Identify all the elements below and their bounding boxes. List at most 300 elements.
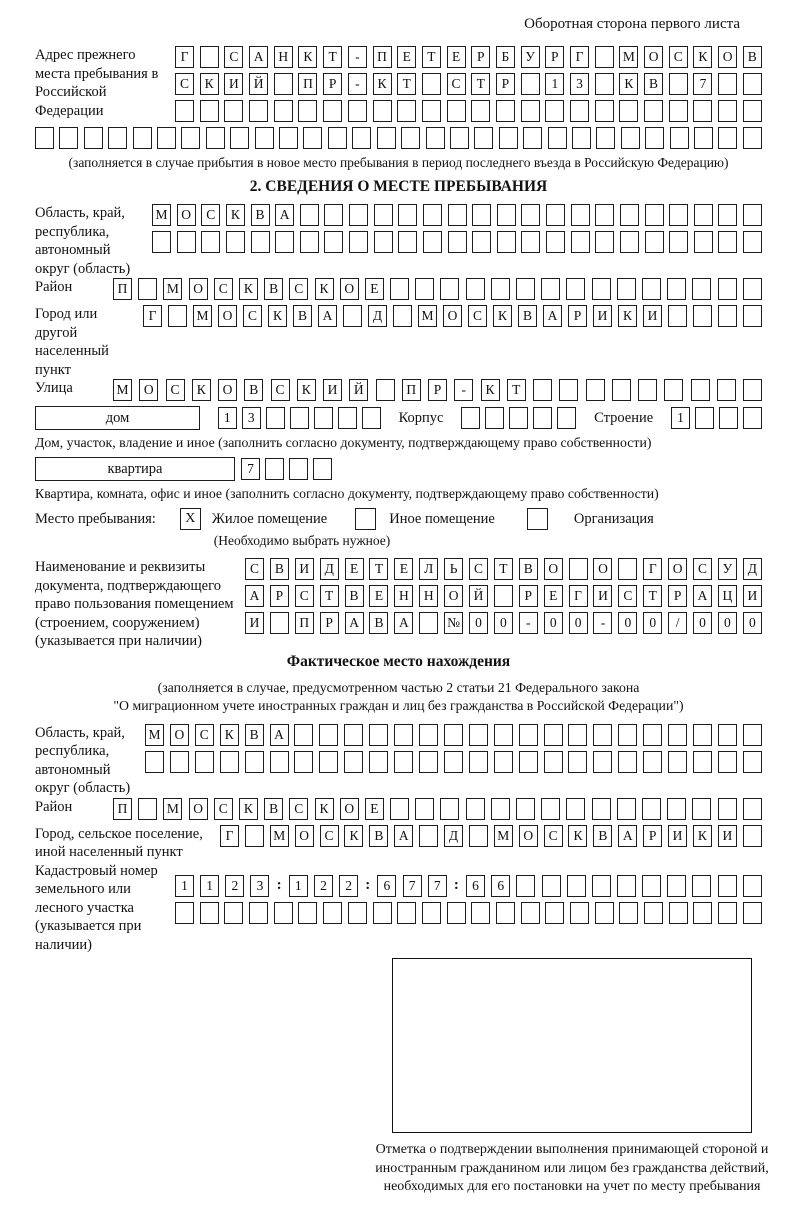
char-cell[interactable]: [566, 278, 585, 300]
char-cell[interactable]: [274, 902, 293, 924]
char-cell[interactable]: [718, 231, 737, 253]
char-cell[interactable]: [743, 902, 762, 924]
char-cell[interactable]: Е: [369, 585, 388, 607]
char-cell[interactable]: [298, 902, 317, 924]
char-cell[interactable]: О: [340, 278, 359, 300]
char-cell[interactable]: А: [394, 612, 413, 634]
char-cell[interactable]: [374, 204, 393, 226]
char-cell[interactable]: [466, 798, 485, 820]
char-cell[interactable]: Р: [428, 379, 447, 401]
char-cell[interactable]: [693, 724, 712, 746]
char-cell[interactable]: [643, 724, 662, 746]
char-cell[interactable]: [743, 100, 762, 122]
char-cell[interactable]: [270, 612, 289, 634]
char-cell[interactable]: [693, 305, 712, 327]
char-cell[interactable]: Т: [507, 379, 526, 401]
char-cell[interactable]: [496, 902, 515, 924]
char-cell[interactable]: Л: [419, 558, 438, 580]
char-cell[interactable]: [516, 875, 535, 897]
char-cell[interactable]: А: [345, 612, 364, 634]
char-cell[interactable]: [669, 73, 688, 95]
char-cell[interactable]: Т: [422, 46, 441, 68]
char-cell[interactable]: [717, 379, 736, 401]
char-cell[interactable]: М: [270, 825, 289, 847]
char-cell[interactable]: [718, 100, 737, 122]
char-cell[interactable]: И: [643, 305, 662, 327]
char-cell[interactable]: [718, 127, 737, 149]
char-cell[interactable]: [494, 751, 513, 773]
char-cell[interactable]: [592, 278, 611, 300]
char-cell[interactable]: [206, 127, 225, 149]
char-cell[interactable]: [290, 407, 309, 429]
char-cell[interactable]: [669, 902, 688, 924]
char-cell[interactable]: [303, 127, 322, 149]
char-cell[interactable]: [319, 751, 338, 773]
char-cell[interactable]: [692, 278, 711, 300]
char-cell[interactable]: [59, 127, 78, 149]
char-cell[interactable]: И: [224, 73, 243, 95]
char-cell[interactable]: П: [298, 73, 317, 95]
char-cell[interactable]: П: [402, 379, 421, 401]
char-cell[interactable]: В: [743, 46, 762, 68]
char-cell[interactable]: [195, 751, 214, 773]
char-cell[interactable]: Р: [320, 612, 339, 634]
char-cell[interactable]: С: [271, 379, 290, 401]
char-cell[interactable]: В: [369, 612, 388, 634]
char-cell[interactable]: [638, 379, 657, 401]
char-cell[interactable]: [533, 379, 552, 401]
char-cell[interactable]: Т: [397, 73, 416, 95]
char-cell[interactable]: К: [315, 278, 334, 300]
char-cell[interactable]: В: [270, 558, 289, 580]
char-cell[interactable]: С: [618, 585, 637, 607]
char-cell[interactable]: [541, 798, 560, 820]
char-cell[interactable]: [668, 751, 687, 773]
char-cell[interactable]: [618, 724, 637, 746]
char-cell[interactable]: В: [644, 73, 663, 95]
char-cell[interactable]: С: [468, 305, 487, 327]
char-cell[interactable]: [546, 204, 565, 226]
char-cell[interactable]: /: [668, 612, 687, 634]
char-cell[interactable]: М: [145, 724, 164, 746]
char-cell[interactable]: [245, 751, 264, 773]
char-cell[interactable]: [743, 127, 762, 149]
char-cell[interactable]: [521, 204, 540, 226]
char-cell[interactable]: [743, 379, 762, 401]
char-cell[interactable]: А: [270, 724, 289, 746]
char-cell[interactable]: [230, 127, 249, 149]
char-cell[interactable]: [718, 73, 737, 95]
char-cell[interactable]: [323, 902, 342, 924]
char-cell[interactable]: [644, 902, 663, 924]
other-premises-checkbox[interactable]: [355, 508, 376, 530]
char-cell[interactable]: С: [243, 305, 262, 327]
char-cell[interactable]: 0: [718, 612, 737, 634]
char-cell[interactable]: [440, 798, 459, 820]
char-cell[interactable]: [294, 751, 313, 773]
char-cell[interactable]: [718, 724, 737, 746]
char-cell[interactable]: [201, 231, 220, 253]
char-cell[interactable]: 0: [743, 612, 762, 634]
char-cell[interactable]: [390, 798, 409, 820]
char-cell[interactable]: О: [444, 585, 463, 607]
char-cell[interactable]: 1: [175, 875, 194, 897]
char-cell[interactable]: [422, 73, 441, 95]
char-cell[interactable]: М: [494, 825, 513, 847]
char-cell[interactable]: [664, 379, 683, 401]
char-cell[interactable]: К: [693, 825, 712, 847]
char-cell[interactable]: [376, 379, 395, 401]
char-cell[interactable]: [568, 724, 587, 746]
char-cell[interactable]: 1: [218, 407, 237, 429]
char-cell[interactable]: [619, 100, 638, 122]
char-cell[interactable]: [377, 127, 396, 149]
char-cell[interactable]: [393, 305, 412, 327]
char-cell[interactable]: [200, 100, 219, 122]
char-cell[interactable]: Н: [419, 585, 438, 607]
char-cell[interactable]: С: [214, 278, 233, 300]
char-cell[interactable]: Д: [368, 305, 387, 327]
char-cell[interactable]: [84, 127, 103, 149]
char-cell[interactable]: [270, 751, 289, 773]
char-cell[interactable]: [743, 724, 762, 746]
char-cell[interactable]: [544, 724, 563, 746]
char-cell[interactable]: С: [245, 558, 264, 580]
char-cell[interactable]: [718, 875, 737, 897]
char-cell[interactable]: А: [245, 585, 264, 607]
char-cell[interactable]: С: [166, 379, 185, 401]
char-cell[interactable]: [145, 751, 164, 773]
char-cell[interactable]: И: [593, 585, 612, 607]
char-cell[interactable]: [667, 798, 686, 820]
char-cell[interactable]: [544, 751, 563, 773]
char-cell[interactable]: [249, 902, 268, 924]
char-cell[interactable]: В: [244, 379, 263, 401]
char-cell[interactable]: Д: [444, 825, 463, 847]
char-cell[interactable]: 0: [494, 612, 513, 634]
char-cell[interactable]: О: [139, 379, 158, 401]
char-cell[interactable]: С: [289, 798, 308, 820]
char-cell[interactable]: [108, 127, 127, 149]
char-cell[interactable]: [415, 278, 434, 300]
char-cell[interactable]: К: [693, 46, 712, 68]
char-cell[interactable]: С: [544, 825, 563, 847]
char-cell[interactable]: [415, 798, 434, 820]
char-cell[interactable]: О: [295, 825, 314, 847]
char-cell[interactable]: [471, 902, 490, 924]
char-cell[interactable]: Р: [496, 73, 515, 95]
char-cell[interactable]: Н: [394, 585, 413, 607]
char-cell[interactable]: К: [481, 379, 500, 401]
char-cell[interactable]: [566, 798, 585, 820]
char-cell[interactable]: И: [295, 558, 314, 580]
char-cell[interactable]: Р: [545, 46, 564, 68]
char-cell[interactable]: [170, 751, 189, 773]
char-cell[interactable]: Т: [494, 558, 513, 580]
char-cell[interactable]: [516, 278, 535, 300]
char-cell[interactable]: [466, 278, 485, 300]
char-cell[interactable]: 0: [618, 612, 637, 634]
char-cell[interactable]: О: [189, 278, 208, 300]
char-cell[interactable]: М: [193, 305, 212, 327]
char-cell[interactable]: [469, 825, 488, 847]
char-cell[interactable]: [447, 100, 466, 122]
char-cell[interactable]: К: [373, 73, 392, 95]
char-cell[interactable]: [595, 100, 614, 122]
char-cell[interactable]: [743, 305, 762, 327]
char-cell[interactable]: [743, 73, 762, 95]
char-cell[interactable]: [521, 73, 540, 95]
char-cell[interactable]: [324, 231, 343, 253]
char-cell[interactable]: К: [315, 798, 334, 820]
char-cell[interactable]: [275, 231, 294, 253]
char-cell[interactable]: А: [693, 585, 712, 607]
char-cell[interactable]: [266, 407, 285, 429]
char-cell[interactable]: [667, 278, 686, 300]
char-cell[interactable]: [362, 407, 381, 429]
char-cell[interactable]: [338, 407, 357, 429]
char-cell[interactable]: И: [743, 585, 762, 607]
char-cell[interactable]: [593, 751, 612, 773]
char-cell[interactable]: Д: [320, 558, 339, 580]
char-cell[interactable]: А: [618, 825, 637, 847]
char-cell[interactable]: [298, 100, 317, 122]
char-cell[interactable]: [645, 204, 664, 226]
char-cell[interactable]: [557, 407, 576, 429]
char-cell[interactable]: [668, 305, 687, 327]
char-cell[interactable]: Т: [323, 46, 342, 68]
char-cell[interactable]: С: [320, 825, 339, 847]
char-cell[interactable]: [595, 204, 614, 226]
char-cell[interactable]: [743, 875, 762, 897]
char-cell[interactable]: К: [226, 204, 245, 226]
char-cell[interactable]: О: [544, 558, 563, 580]
char-cell[interactable]: К: [268, 305, 287, 327]
char-cell[interactable]: П: [373, 46, 392, 68]
char-cell[interactable]: [612, 379, 631, 401]
char-cell[interactable]: [200, 46, 219, 68]
char-cell[interactable]: [343, 305, 362, 327]
char-cell[interactable]: Т: [369, 558, 388, 580]
char-cell[interactable]: [348, 100, 367, 122]
char-cell[interactable]: [643, 751, 662, 773]
char-cell[interactable]: С: [669, 46, 688, 68]
char-cell[interactable]: В: [264, 798, 283, 820]
char-cell[interactable]: В: [518, 305, 537, 327]
char-cell[interactable]: В: [251, 204, 270, 226]
char-cell[interactable]: [394, 724, 413, 746]
char-cell[interactable]: [444, 724, 463, 746]
char-cell[interactable]: [694, 127, 713, 149]
char-cell[interactable]: [461, 407, 480, 429]
char-cell[interactable]: [621, 127, 640, 149]
char-cell[interactable]: [718, 902, 737, 924]
char-cell[interactable]: [519, 751, 538, 773]
char-cell[interactable]: 6: [491, 875, 510, 897]
char-cell[interactable]: [694, 231, 713, 253]
char-cell[interactable]: Г: [220, 825, 239, 847]
char-cell[interactable]: [592, 798, 611, 820]
char-cell[interactable]: П: [113, 798, 132, 820]
char-cell[interactable]: Р: [519, 585, 538, 607]
char-cell[interactable]: [645, 231, 664, 253]
char-cell[interactable]: [743, 407, 762, 429]
char-cell[interactable]: [344, 751, 363, 773]
char-cell[interactable]: Р: [568, 305, 587, 327]
char-cell[interactable]: [474, 127, 493, 149]
char-cell[interactable]: У: [718, 558, 737, 580]
char-cell[interactable]: 1: [200, 875, 219, 897]
char-cell[interactable]: [592, 875, 611, 897]
char-cell[interactable]: [251, 231, 270, 253]
char-cell[interactable]: [401, 127, 420, 149]
char-cell[interactable]: [177, 231, 196, 253]
char-cell[interactable]: Е: [397, 46, 416, 68]
char-cell[interactable]: [693, 902, 712, 924]
char-cell[interactable]: [344, 724, 363, 746]
char-cell[interactable]: [390, 278, 409, 300]
char-cell[interactable]: С: [469, 558, 488, 580]
char-cell[interactable]: А: [318, 305, 337, 327]
char-cell[interactable]: [596, 127, 615, 149]
char-cell[interactable]: Й: [349, 379, 368, 401]
char-cell[interactable]: [743, 798, 762, 820]
char-cell[interactable]: Г: [569, 585, 588, 607]
char-cell[interactable]: И: [245, 612, 264, 634]
char-cell[interactable]: [394, 751, 413, 773]
char-cell[interactable]: [644, 100, 663, 122]
char-cell[interactable]: [568, 751, 587, 773]
char-cell[interactable]: [181, 127, 200, 149]
char-cell[interactable]: 0: [693, 612, 712, 634]
char-cell[interactable]: [324, 204, 343, 226]
char-cell[interactable]: [313, 458, 332, 480]
char-cell[interactable]: [497, 231, 516, 253]
char-cell[interactable]: И: [593, 305, 612, 327]
char-cell[interactable]: [718, 278, 737, 300]
char-cell[interactable]: [586, 379, 605, 401]
char-cell[interactable]: О: [519, 825, 538, 847]
char-cell[interactable]: [571, 231, 590, 253]
char-cell[interactable]: С: [201, 204, 220, 226]
char-cell[interactable]: М: [152, 204, 171, 226]
char-cell[interactable]: [328, 127, 347, 149]
char-cell[interactable]: [693, 100, 712, 122]
char-cell[interactable]: [567, 875, 586, 897]
char-cell[interactable]: С: [289, 278, 308, 300]
char-cell[interactable]: [138, 798, 157, 820]
char-cell[interactable]: [718, 798, 737, 820]
char-cell[interactable]: К: [192, 379, 211, 401]
char-cell[interactable]: [516, 798, 535, 820]
char-cell[interactable]: [667, 875, 686, 897]
char-cell[interactable]: В: [245, 724, 264, 746]
char-cell[interactable]: А: [394, 825, 413, 847]
char-cell[interactable]: [743, 825, 762, 847]
char-cell[interactable]: [642, 798, 661, 820]
char-cell[interactable]: [224, 902, 243, 924]
char-cell[interactable]: [289, 458, 308, 480]
char-cell[interactable]: [669, 231, 688, 253]
char-cell[interactable]: [521, 100, 540, 122]
char-cell[interactable]: -: [593, 612, 612, 634]
char-cell[interactable]: К: [200, 73, 219, 95]
char-cell[interactable]: Р: [643, 825, 662, 847]
char-cell[interactable]: [447, 902, 466, 924]
char-cell[interactable]: [35, 127, 54, 149]
char-cell[interactable]: Г: [643, 558, 662, 580]
char-cell[interactable]: [619, 902, 638, 924]
char-cell[interactable]: Е: [365, 798, 384, 820]
char-cell[interactable]: [448, 204, 467, 226]
char-cell[interactable]: [695, 407, 714, 429]
residential-checkbox[interactable]: X: [180, 508, 201, 530]
char-cell[interactable]: [294, 724, 313, 746]
char-cell[interactable]: [249, 100, 268, 122]
char-cell[interactable]: [274, 100, 293, 122]
char-cell[interactable]: С: [447, 73, 466, 95]
char-cell[interactable]: [595, 46, 614, 68]
char-cell[interactable]: С: [295, 585, 314, 607]
char-cell[interactable]: [494, 585, 513, 607]
char-cell[interactable]: М: [163, 798, 182, 820]
char-cell[interactable]: Т: [643, 585, 662, 607]
char-cell[interactable]: [200, 902, 219, 924]
char-cell[interactable]: Е: [544, 585, 563, 607]
char-cell[interactable]: Т: [320, 585, 339, 607]
organization-checkbox[interactable]: [527, 508, 548, 530]
char-cell[interactable]: Б: [496, 46, 515, 68]
char-cell[interactable]: [471, 100, 490, 122]
char-cell[interactable]: 1: [289, 875, 308, 897]
char-cell[interactable]: [175, 902, 194, 924]
char-cell[interactable]: В: [519, 558, 538, 580]
char-cell[interactable]: [314, 407, 333, 429]
char-cell[interactable]: [175, 100, 194, 122]
char-cell[interactable]: [509, 407, 528, 429]
char-cell[interactable]: 3: [250, 875, 269, 897]
char-cell[interactable]: [373, 902, 392, 924]
char-cell[interactable]: [620, 204, 639, 226]
char-cell[interactable]: -: [454, 379, 473, 401]
char-cell[interactable]: [618, 751, 637, 773]
char-cell[interactable]: [265, 458, 284, 480]
char-cell[interactable]: 7: [241, 458, 260, 480]
char-cell[interactable]: [617, 875, 636, 897]
char-cell[interactable]: А: [249, 46, 268, 68]
char-cell[interactable]: О: [340, 798, 359, 820]
char-cell[interactable]: [398, 231, 417, 253]
char-cell[interactable]: [595, 231, 614, 253]
char-cell[interactable]: [369, 751, 388, 773]
char-cell[interactable]: [373, 100, 392, 122]
char-cell[interactable]: Н: [274, 46, 293, 68]
char-cell[interactable]: [542, 875, 561, 897]
char-cell[interactable]: Е: [365, 278, 384, 300]
char-cell[interactable]: [469, 751, 488, 773]
char-cell[interactable]: П: [295, 612, 314, 634]
char-cell[interactable]: О: [218, 379, 237, 401]
char-cell[interactable]: -: [348, 73, 367, 95]
char-cell[interactable]: И: [323, 379, 342, 401]
char-cell[interactable]: К: [220, 724, 239, 746]
char-cell[interactable]: [718, 204, 737, 226]
char-cell[interactable]: К: [618, 305, 637, 327]
char-cell[interactable]: Е: [345, 558, 364, 580]
char-cell[interactable]: И: [718, 825, 737, 847]
char-cell[interactable]: [570, 100, 589, 122]
char-cell[interactable]: О: [593, 558, 612, 580]
